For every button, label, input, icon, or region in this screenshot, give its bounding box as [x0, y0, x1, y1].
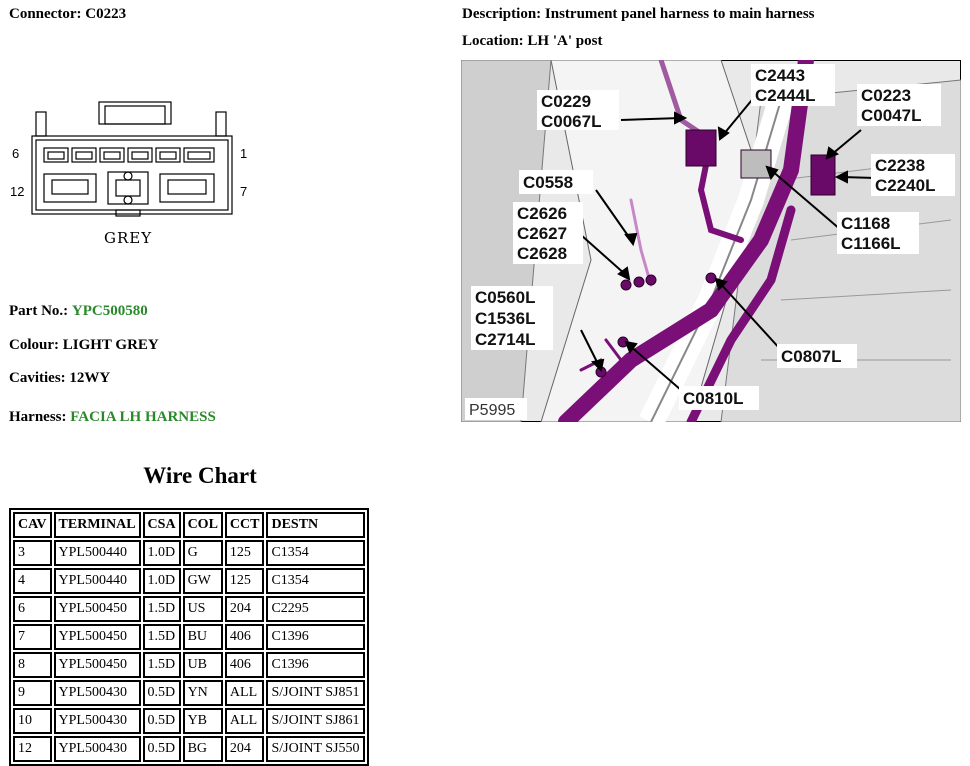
table-row: [13, 680, 365, 706]
table-header-row: [13, 512, 365, 538]
location-photo: [461, 60, 961, 422]
wire-chart-title: Wire Chart: [143, 463, 257, 488]
table-row: [13, 708, 365, 734]
cell-col: YN: [183, 680, 223, 706]
part-no-line: [9, 303, 148, 320]
colour-line: [9, 337, 159, 354]
callout-c0807l: [777, 344, 857, 368]
callout-text: C1166L: [841, 234, 901, 253]
cell-terminal: YPL500450: [54, 624, 141, 650]
table-row: [13, 568, 365, 594]
cavities-line: [9, 370, 110, 387]
cell-csa: 1.5D: [143, 652, 181, 678]
harness-link[interactable]: FACIA LH HARNESS: [70, 409, 216, 425]
location-label: Location:: [462, 33, 524, 49]
description-line: [462, 6, 815, 23]
table-row: [13, 652, 365, 678]
callout-text: C0067L: [541, 112, 602, 131]
cell-cct: 125: [225, 568, 265, 594]
callout-text: C0807L: [781, 347, 842, 366]
callout-c0558: [519, 170, 593, 194]
callout-text: C2627: [517, 224, 568, 243]
cell-cct: ALL: [225, 680, 265, 706]
cell-csa: 0.5D: [143, 708, 181, 734]
cell-cav: 10: [13, 708, 52, 734]
callout-c0810l: [679, 386, 759, 410]
cell-cav: 8: [13, 652, 52, 678]
cell-terminal: YPL500430: [54, 708, 141, 734]
cell-cct: 204: [225, 596, 265, 622]
cell-cav: 3: [13, 540, 52, 566]
table-row: [13, 596, 365, 622]
callout-text: C0558: [523, 173, 574, 192]
callout-text: C0223: [861, 86, 912, 105]
callout-c2626: [513, 202, 583, 264]
cell-csa: 1.0D: [143, 540, 181, 566]
cell-csa: 1.5D: [143, 596, 181, 622]
col-header: CAV: [13, 512, 52, 538]
callout-text: C0229: [541, 92, 592, 111]
cell-csa: 1.0D: [143, 568, 181, 594]
table-row: [13, 540, 365, 566]
col-header: DESTN: [266, 512, 364, 538]
cell-csa: 0.5D: [143, 680, 181, 706]
cell-cav: 6: [13, 596, 52, 622]
cell-destn: C2295: [266, 596, 364, 622]
part-no-label: Part No.:: [9, 303, 69, 319]
callout-text: C2628: [517, 244, 568, 263]
cell-cct: 406: [225, 652, 265, 678]
cavities-value: 12WY: [69, 370, 111, 386]
callout-c0229: [537, 90, 619, 131]
cell-terminal: YPL500450: [54, 596, 141, 622]
cell-terminal: YPL500430: [54, 736, 141, 762]
callout-text: C0047L: [861, 106, 922, 125]
connector-label: Connector:: [9, 6, 82, 22]
cell-destn: C1396: [266, 652, 364, 678]
callout-c1168: [837, 212, 919, 254]
harness-label: Harness:: [9, 409, 67, 425]
cell-destn: C1354: [266, 540, 364, 566]
cell-csa: 1.5D: [143, 624, 181, 650]
callout-text: C2714L: [475, 330, 536, 349]
cell-col: BG: [183, 736, 223, 762]
cell-col: UB: [183, 652, 223, 678]
cell-cav: 12: [13, 736, 52, 762]
colour-label: Colour:: [9, 337, 59, 353]
callout-c2238: [871, 154, 955, 196]
part-no-link[interactable]: YPC500580: [71, 303, 148, 319]
col-header: CSA: [143, 512, 181, 538]
colour-caption: GREY: [104, 229, 153, 247]
cell-terminal: YPL500440: [54, 568, 141, 594]
callout-c0560l: [471, 286, 553, 350]
cell-cav: 9: [13, 680, 52, 706]
callout-text: C1536L: [475, 309, 536, 328]
cell-csa: 0.5D: [143, 736, 181, 762]
callout-text: C2443: [755, 66, 806, 85]
description-label: Description:: [462, 6, 542, 22]
connector-value: C0223: [85, 6, 127, 22]
callout-c2443: [751, 64, 835, 106]
cell-cct: 125: [225, 540, 265, 566]
colour-value: LIGHT GREY: [62, 337, 159, 353]
cell-col: YB: [183, 708, 223, 734]
col-header: COL: [183, 512, 223, 538]
table-row: [13, 736, 365, 762]
callout-text: C0810L: [683, 389, 744, 408]
callout-text: C1168: [841, 214, 891, 233]
connector-face-diagram: [6, 96, 266, 256]
figure-id: P5995: [469, 402, 516, 419]
cell-cav: 7: [13, 624, 52, 650]
cell-destn: S/JOINT SJ851: [266, 680, 364, 706]
wire-chart-table: [9, 508, 369, 766]
pin-label-7: 7: [240, 184, 248, 199]
cell-col: BU: [183, 624, 223, 650]
col-header: TERMINAL: [54, 512, 141, 538]
cell-destn: C1354: [266, 568, 364, 594]
table-row: [13, 624, 365, 650]
cell-cav: 4: [13, 568, 52, 594]
cell-col: GW: [183, 568, 223, 594]
description-value: Instrument panel harness to main harness: [544, 6, 815, 22]
cell-destn: S/JOINT SJ550: [266, 736, 364, 762]
callout-text: C2444L: [755, 86, 816, 105]
pin-label-12: 12: [10, 184, 25, 199]
location-value: LH 'A' post: [527, 33, 603, 49]
cell-terminal: YPL500430: [54, 680, 141, 706]
cell-cct: 204: [225, 736, 265, 762]
col-header: CCT: [225, 512, 265, 538]
cell-cct: 406: [225, 624, 265, 650]
harness-line: [9, 409, 216, 426]
callout-text: C0560L: [475, 288, 536, 307]
callout-text: C2626: [517, 204, 568, 223]
cavities-label: Cavities:: [9, 370, 66, 386]
cell-cct: ALL: [225, 708, 265, 734]
cell-col: US: [183, 596, 223, 622]
cell-terminal: YPL500440: [54, 540, 141, 566]
pin-label-1: 1: [240, 146, 248, 161]
connector-line: [9, 6, 126, 23]
callout-text: C2238: [875, 156, 926, 175]
pin-label-6: 6: [12, 146, 20, 161]
cell-destn: C1396: [266, 624, 364, 650]
cell-col: G: [183, 540, 223, 566]
callout-c0223: [857, 84, 941, 126]
callout-text: C2240L: [875, 176, 936, 195]
cell-destn: S/JOINT SJ861: [266, 708, 364, 734]
location-line: [462, 33, 602, 50]
cell-terminal: YPL500450: [54, 652, 141, 678]
